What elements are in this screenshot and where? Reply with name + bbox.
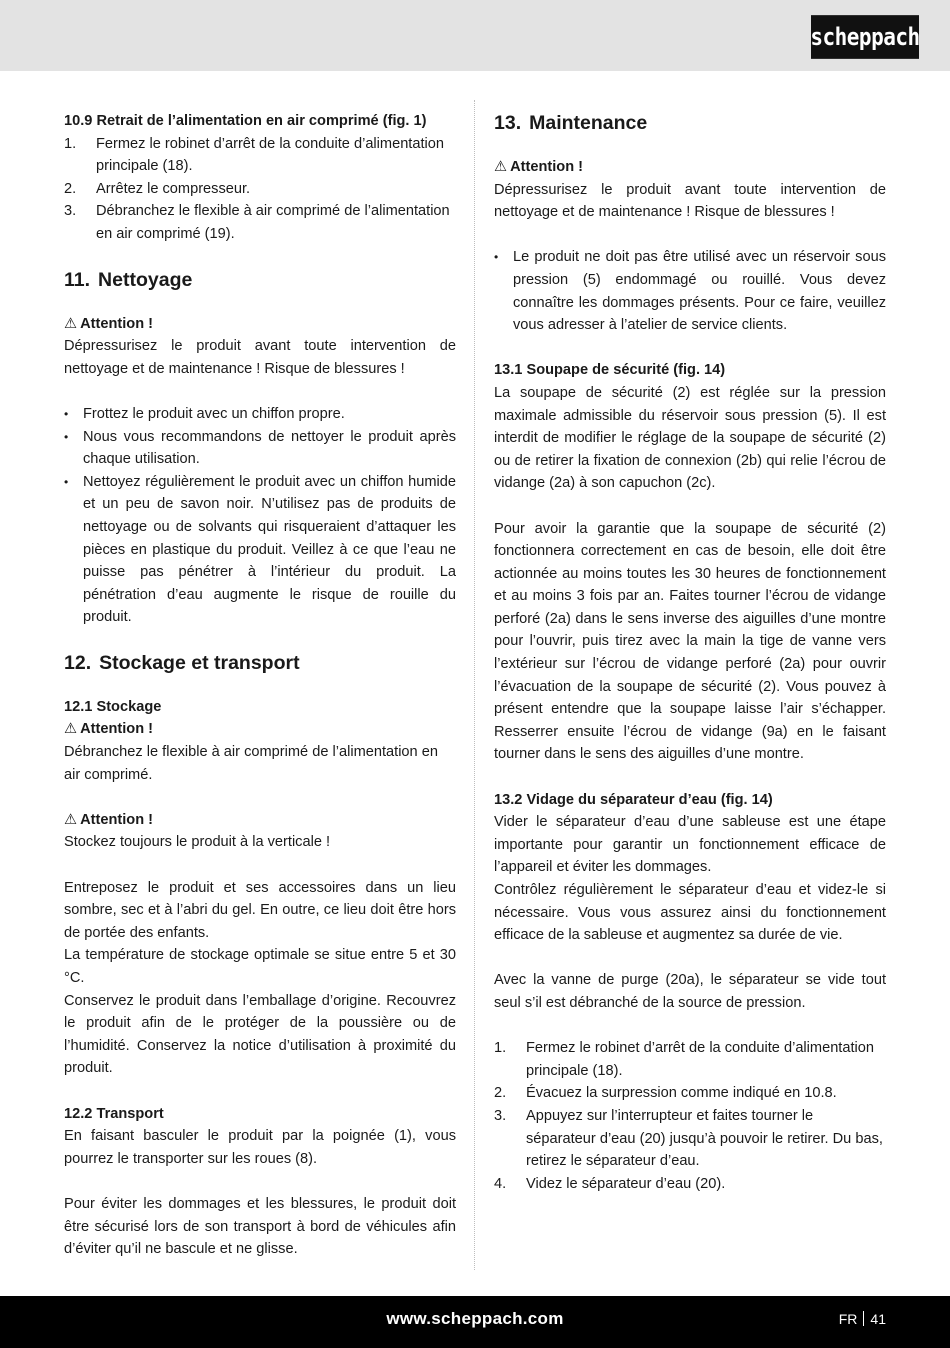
section-13-1-title: 13.1 Soupape de sécurité (fig. 14): [494, 362, 726, 379]
section-13-heading: 13. Maintenance: [494, 112, 648, 134]
warning-text: Dépressurisez le produit avant toute intervention de nettoyage et de maintenance ! Risque de blessures !: [494, 181, 886, 221]
list-item: 1. Fermez le robinet d’arrêt de la conduite d’alimentation principale (18).: [494, 1040, 875, 1079]
warning-text: Stockez toujours le produit à la verticale !: [64, 834, 331, 851]
warning-text: Débranchez le flexible à air comprimé de l’alimentation en air comprimé.: [64, 744, 438, 783]
attention-label: ⚠ Attention !: [64, 313, 456, 336]
right-column: [494, 110, 886, 1195]
list-item: 2. Arrêtez le compresseur.: [64, 180, 251, 197]
paragraph: Pour avoir la garantie que la soupape de sécurité (2) fonctionnera correctement en cas de besoin, elle doit être actionnée au moins toutes les 30 heures de fonctionnement et au moins 3 fois par an. Faites tourner l’écrou de vidange perforé (2a) dans le sens inverse des aiguilles d’une montre pour l’ouvrir, puis tirez avec la main la tige de vanne vers l’extérieur sur l’écrou de vidange perforé (2a) pour ouvrir l’évacuation de la soupape de sécurité (2). Vous pouvez à présent entendre que la soupape laisse l’air s’échapper. Resserrer ensuite l’écrou de vidange (9a) en le faisant tourner dans le sens des aiguilles d’une montre.: [494, 520, 886, 763]
section-13-2-steps: [494, 1037, 886, 1195]
section-10-9-steps: [64, 133, 456, 246]
paragraph: Entreposez le produit et ses accessoires dans un lieu sombre, sec et à l’abri du gel. En outre, ce lieu doit être hors de portée des enfants.: [64, 879, 456, 941]
list-item: 3. Débranchez le flexible à air comprimé de l’alimentation en air comprimé (19).: [64, 203, 450, 242]
list-item: • Frottez le produit avec un chiffon propre.: [64, 403, 456, 426]
attention-label: ⚠ Attention !: [494, 156, 886, 179]
warning-triangle-icon: ⚠: [64, 315, 78, 332]
list-item: • Nettoyez régulièrement le produit avec un chiffon humide et un peu de savon noir. N’utilisez pas de produits de nettoyage ou de solvants qui risqueraient d’attaquer les pièces en plastique du produit. Veillez à ce que l’eau ne puisse pas pénétrer à l’intérieur du produit. La pénétration d’eau augmente le risque de rouille du produit.: [64, 471, 456, 629]
paragraph: Contrôlez régulièrement le séparateur d’eau et videz-le si nécessaire. Vous vous assurez ainsi du fonctionnement efficace de la sableuse et augmentez sa durée de vie.: [494, 882, 886, 944]
warning-triangle-icon: ⚠: [64, 811, 78, 828]
paragraph: Avec la vanne de purge (20a), le séparateur se vide tout seul s’il est débranché de la source de pression.: [494, 972, 886, 1011]
language-code: FR: [838, 1311, 858, 1327]
list-item: 3. Appuyez sur l’interrupteur et faites tourner le séparateur d’eau (20) jusqu’à pouvoir le retirer. Du bas, retirez le séparateur d’eau.: [494, 1107, 883, 1170]
list-item: 4. Videz le séparateur d’eau (20).: [494, 1175, 726, 1192]
left-column: [64, 110, 456, 1261]
header-band: [0, 0, 950, 71]
section-11-bullets: [64, 403, 456, 629]
section-11-heading: 11. Nettoyage: [64, 268, 193, 291]
list-item: 1. Fermez le robinet d’arrêt de la conduite d’alimentation principale (18).: [64, 135, 445, 175]
paragraph: Vider le séparateur d’eau d’une sableuse est une étape importante pour garantir un fonctionnement efficace de l’appareil et éviter les dommages.: [494, 814, 886, 876]
paragraph: La soupape de sécurité (2) est réglée sur la pression maximale admissible du réservoir sous pression (5). Il est interdit de modifier le réglage de la soupape de sécurité (2) ou de retirer la fixation de connexion (2b) qui relie l’écrou de vidange (2a) à son capuchon (2c).: [494, 384, 886, 492]
paragraph: La température de stockage optimale se situe entre 5 et 30 °C.: [64, 947, 456, 986]
list-item: • Nous vous recommandons de nettoyer le produit après chaque utilisation.: [64, 426, 456, 471]
attention-label: ⚠ Attention !: [64, 718, 456, 741]
list-item: • Le produit ne doit pas être utilisé avec un réservoir sous pression (5) endommagé ou rouillé. Vous devez connaître les dommages présents. Pour ce faire, veuillez vous adresser à l’atelier de service clients.: [494, 246, 886, 336]
section-12-heading: 12. Stockage et transport: [64, 651, 300, 674]
paragraph: Conservez le produit dans l’emballage d’origine. Recouvrez le produit afin de le protéger de la poussière ou de l’humidité. Conservez la notice d’utilisation à proximité du produit.: [64, 992, 456, 1077]
scheppach-logo: scheppach: [811, 15, 919, 59]
section-13-bullets: [494, 246, 886, 336]
paragraph: En faisant basculer le produit par la poignée (1), vous pourrez le transporter sur les roues (8).: [64, 1128, 456, 1167]
attention-label: ⚠ Attention !: [64, 809, 456, 832]
warning-triangle-icon: ⚠: [494, 159, 508, 175]
footer-url: www.scheppach.com: [386, 1309, 564, 1328]
section-10-9-title: 10.9 Retrait de l’alimentation en air comprimé (fig. 1): [64, 113, 427, 129]
paragraph: Pour éviter les dommages et les blessures, le produit doit être sécurisé lors de son transport à bord de véhicules afin d’éviter qu’il ne bascule et ne glisse.: [64, 1195, 456, 1258]
column-divider: [474, 100, 475, 1270]
warning-text: Dépressurisez le produit avant toute intervention de nettoyage et de maintenance ! Risque de blessures !: [64, 338, 456, 377]
section-13-2-title: 13.2 Vidage du séparateur d’eau (fig. 14): [494, 791, 773, 808]
section-12-2-title: 12.2 Transport: [64, 1105, 164, 1122]
footer-band: [0, 1296, 950, 1348]
page-number: 41: [870, 1311, 886, 1327]
separator-bar: [863, 1311, 864, 1326]
page-indicator: [839, 1311, 886, 1327]
section-12-1-title: 12.1 Stockage: [64, 698, 162, 715]
warning-triangle-icon: ⚠: [64, 721, 78, 738]
list-item: 2. Évacuez la surpression comme indiqué en 10.8.: [494, 1085, 837, 1102]
